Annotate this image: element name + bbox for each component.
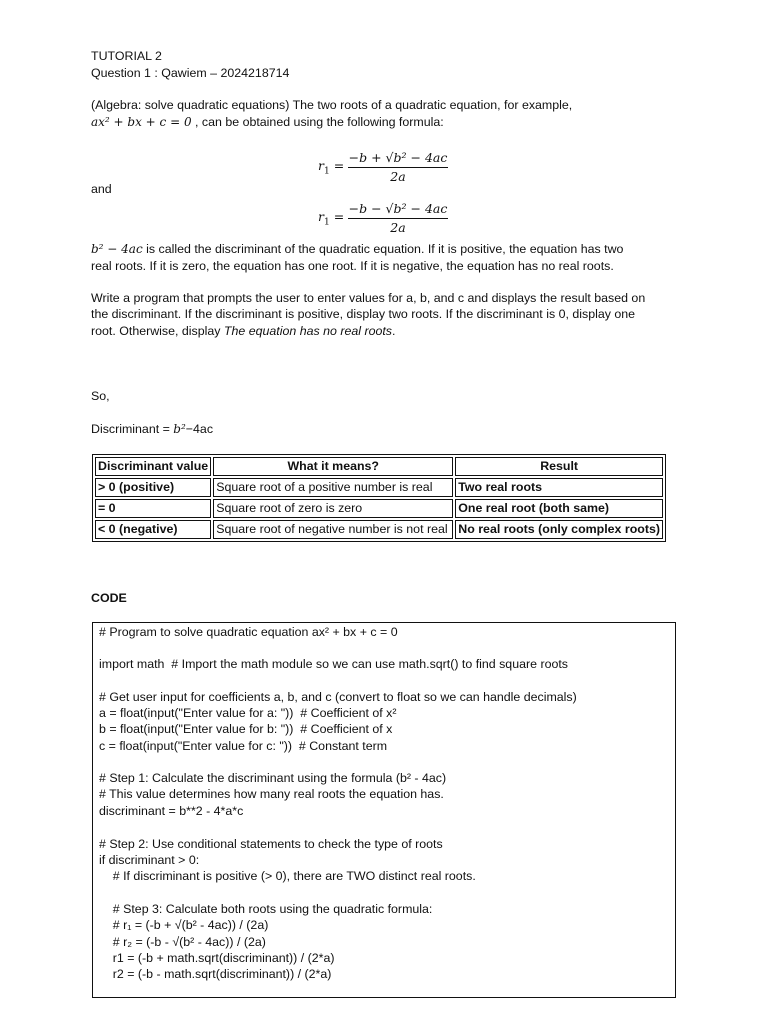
discriminant-def-b2: b² xyxy=(173,422,186,436)
formula-denominator: 2a xyxy=(390,220,406,235)
fraction-bar xyxy=(348,167,448,168)
code-line: # r₁ = (-b + √(b² - 4ac)) / (2a) xyxy=(99,918,269,932)
intro-line-2 xyxy=(91,114,444,130)
code-block xyxy=(92,622,676,998)
code-line: # Step 3: Calculate both roots using the quadratic formula: xyxy=(99,902,433,916)
code-line: # This value determines how many real roots the equation has. xyxy=(99,787,444,801)
discriminant-line-1 xyxy=(91,241,623,257)
table-header-cell: Discriminant value xyxy=(95,457,211,476)
task-line-2: the discriminant. If the discriminant is positive, display two roots. If the discriminant is 0, display one xyxy=(91,307,636,321)
quadratic-equation: ax² + bx + c = 0 xyxy=(91,115,192,129)
question-title: Question 1 : Qawiem – 2024218714 xyxy=(91,66,290,80)
code-line: # r₂ = (-b - √(b² - 4ac)) / (2a) xyxy=(99,935,266,949)
discriminant-line-1-rest: is called the discriminant of the quadratic equation. If it is positive, the equation has two xyxy=(142,242,624,256)
code-line: if discriminant > 0: xyxy=(99,853,200,867)
discriminant-table xyxy=(92,454,666,542)
discriminant-def-pre: Discriminant = xyxy=(91,422,174,436)
table-cell: Square root of negative number is not real xyxy=(213,520,453,539)
and-text: and xyxy=(91,182,112,196)
formula-r1-plus xyxy=(318,150,458,186)
radicand: b² − 4ac xyxy=(393,201,448,216)
discriminant-expr: b² − 4ac xyxy=(91,242,143,256)
formula-lhs: $r_1$ = xyxy=(318,158,345,177)
code-line: # Step 1: Calculate the discriminant using the formula (b² - 4ac) xyxy=(99,771,447,785)
table-row xyxy=(95,478,663,497)
code-line: # Step 2: Use conditional statements to check the type of roots xyxy=(99,837,443,851)
discriminant-definition xyxy=(91,421,213,437)
table-row xyxy=(95,499,663,518)
intro-line-1: (Algebra: solve quadratic equations) The two roots of a quadratic equation, for example, xyxy=(91,98,573,112)
table-cell: = 0 xyxy=(95,499,211,518)
fraction-bar xyxy=(348,218,448,219)
code-line: # Get user input for coefficients a, b, and c (convert to float so we can handle decimals) xyxy=(99,690,577,704)
table-cell: No real roots (only complex roots) xyxy=(455,520,663,539)
discriminant-def-post: −4ac xyxy=(185,422,214,436)
task-line-3 xyxy=(91,323,395,339)
task-line-3-post: . xyxy=(392,324,396,338)
table-cell: Two real roots xyxy=(455,478,663,497)
formula-lhs: $r_1$ = xyxy=(318,209,345,228)
table-header-cell: Result xyxy=(455,457,663,476)
formula-r1-minus xyxy=(318,201,458,237)
table-cell: < 0 (negative) xyxy=(95,520,211,539)
table-cell: Square root of a positive number is real xyxy=(213,478,453,497)
table-row xyxy=(95,520,663,539)
code-line: discriminant = b**2 - 4*a*c xyxy=(99,804,244,818)
code-line: # Program to solve quadratic equation ax² + bx + c = 0 xyxy=(99,625,398,639)
tutorial-title: TUTORIAL 2 xyxy=(91,49,162,63)
code-line: r2 = (-b - math.sqrt(discriminant)) / (2*a) xyxy=(99,967,332,981)
table-cell: Square root of zero is zero xyxy=(213,499,453,518)
discriminant-line-2: real roots. If it is zero, the equation has one root. If it is negative, the equation has no real roots. xyxy=(91,259,614,273)
code-line: r1 = (-b + math.sqrt(discriminant)) / (2*a) xyxy=(99,951,335,965)
code-line: # If discriminant is positive (> 0), there are TWO distinct real roots. xyxy=(99,869,476,883)
formula-numerator: −b + √b² − 4ac xyxy=(348,150,448,165)
table-cell: One real root (both same) xyxy=(455,499,663,518)
table-header-cell: What it means? xyxy=(213,457,453,476)
code-heading: CODE xyxy=(91,591,127,605)
code-line: import math # Import the math module so we can use math.sqrt() to find square roots xyxy=(99,657,568,671)
task-line-3-italic: The equation has no real roots xyxy=(223,324,392,338)
task-line-1: Write a program that prompts the user to enter values for a, b, and c and displays the result based on xyxy=(91,291,646,305)
code-line: a = float(input("Enter value for a: ")) # Coefficient of x² xyxy=(99,706,397,720)
task-line-3-pre: root. Otherwise, display xyxy=(91,324,224,338)
formula-numerator: −b − √b² − 4ac xyxy=(348,201,448,216)
so-text: So, xyxy=(91,389,110,403)
table-cell: > 0 (positive) xyxy=(95,478,211,497)
code-line: c = float(input("Enter value for c: ")) # Constant term xyxy=(99,739,388,753)
code-line: b = float(input("Enter value for b: ")) # Coefficient of x xyxy=(99,722,393,736)
table-header-row xyxy=(95,457,663,476)
formula-denominator: 2a xyxy=(390,169,406,184)
radicand: b² − 4ac xyxy=(393,150,448,165)
intro-line-2-rest: , can be obtained using the following formula: xyxy=(191,115,444,129)
